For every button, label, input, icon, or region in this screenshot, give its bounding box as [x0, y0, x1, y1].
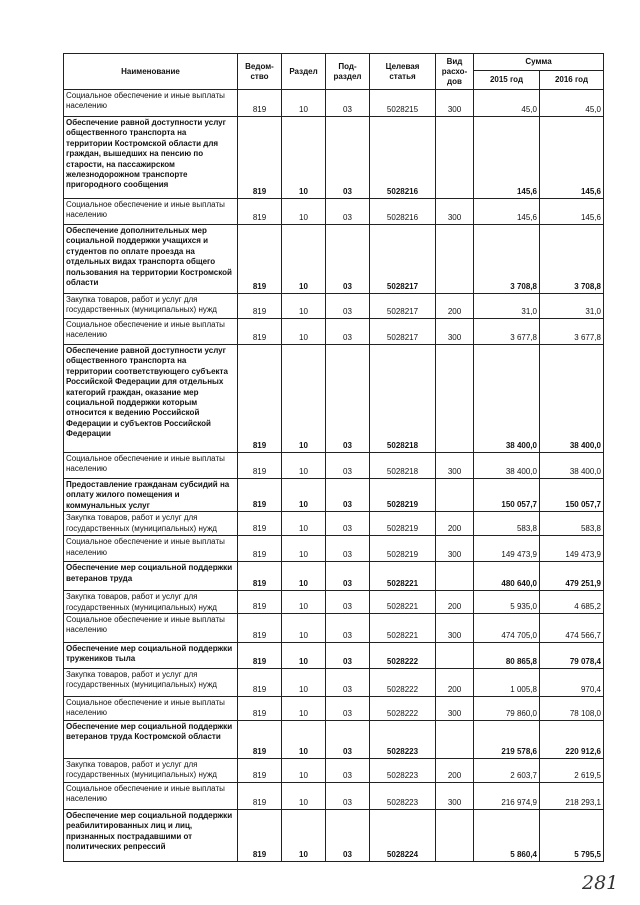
- row-podrazdel: 03: [326, 783, 370, 810]
- row-name: Социальное обеспечение и иные выплаты населению: [64, 536, 238, 562]
- row-sum-2015: 2 603,7: [474, 759, 540, 783]
- row-target: 5028217: [370, 319, 436, 345]
- row-sum-2015: 45,0: [474, 90, 540, 117]
- table-row: [64, 90, 604, 117]
- row-vedom: 819: [238, 319, 282, 345]
- row-target: 5028215: [370, 90, 436, 117]
- row-sum-2015: 150 057,7: [474, 479, 540, 512]
- row-vid: 300: [436, 536, 474, 562]
- col-header-2016: 2016 год: [540, 71, 604, 90]
- row-vedom: 819: [238, 117, 282, 199]
- row-podrazdel: 03: [326, 591, 370, 614]
- table-body: [64, 90, 604, 862]
- row-sum-2015: 149 473,9: [474, 536, 540, 562]
- row-vid: [436, 479, 474, 512]
- row-target: 5028219: [370, 536, 436, 562]
- row-vid: 300: [436, 199, 474, 225]
- row-razdel: 10: [282, 453, 326, 479]
- row-target: 5028222: [370, 697, 436, 721]
- row-sum-2016: 145,6: [540, 199, 604, 225]
- row-razdel: 10: [282, 562, 326, 591]
- row-sum-2015: 5 860,4: [474, 810, 540, 862]
- row-name: Закупка товаров, работ и услуг для государственных (муниципальных) нужд: [64, 512, 238, 536]
- row-podrazdel: 03: [326, 294, 370, 319]
- row-vedom: 819: [238, 721, 282, 759]
- row-vid: [436, 643, 474, 669]
- row-target: 5028223: [370, 759, 436, 783]
- row-vedom: 819: [238, 479, 282, 512]
- table-row: [64, 697, 604, 721]
- row-podrazdel: 03: [326, 117, 370, 199]
- col-header-podrazdel: Под- раздел: [326, 54, 370, 90]
- row-sum-2016: 3 677,8: [540, 319, 604, 345]
- row-sum-2015: 31,0: [474, 294, 540, 319]
- row-target: 5028216: [370, 199, 436, 225]
- row-sum-2016: 31,0: [540, 294, 604, 319]
- row-vid: [436, 345, 474, 453]
- row-vid: [436, 562, 474, 591]
- row-vedom: 819: [238, 225, 282, 294]
- row-sum-2015: 80 865,8: [474, 643, 540, 669]
- row-podrazdel: 03: [326, 90, 370, 117]
- row-vid: 300: [436, 614, 474, 643]
- row-vedom: 819: [238, 810, 282, 862]
- budget-page: [63, 53, 603, 862]
- row-vedom: 819: [238, 294, 282, 319]
- row-podrazdel: 03: [326, 614, 370, 643]
- table-row: [64, 810, 604, 862]
- row-sum-2015: 79 860,0: [474, 697, 540, 721]
- row-vid: 200: [436, 294, 474, 319]
- row-vedom: 819: [238, 199, 282, 225]
- row-razdel: 10: [282, 643, 326, 669]
- row-target: 5028216: [370, 117, 436, 199]
- budget-table: [63, 53, 604, 862]
- row-name: Социальное обеспечение и иные выплаты населению: [64, 319, 238, 345]
- row-podrazdel: 03: [326, 536, 370, 562]
- row-vid: 300: [436, 697, 474, 721]
- row-vid: [436, 721, 474, 759]
- row-vid: 300: [436, 90, 474, 117]
- row-sum-2016: 583,8: [540, 512, 604, 536]
- row-podrazdel: 03: [326, 453, 370, 479]
- table-row: [64, 643, 604, 669]
- row-sum-2015: 3 708,8: [474, 225, 540, 294]
- row-name: Закупка товаров, работ и услуг для государственных (муниципальных) нужд: [64, 591, 238, 614]
- row-sum-2016: 145,6: [540, 117, 604, 199]
- row-vid: 300: [436, 783, 474, 810]
- row-vedom: 819: [238, 697, 282, 721]
- row-name: Предоставление гражданам субсидий на оплату жилого помещения и коммунальных услуг: [64, 479, 238, 512]
- row-vedom: 819: [238, 562, 282, 591]
- row-sum-2015: 38 400,0: [474, 345, 540, 453]
- row-vedom: 819: [238, 512, 282, 536]
- row-razdel: 10: [282, 345, 326, 453]
- row-name: Социальное обеспечение и иные выплаты населению: [64, 199, 238, 225]
- row-razdel: 10: [282, 591, 326, 614]
- row-vedom: 819: [238, 345, 282, 453]
- table-row: [64, 512, 604, 536]
- row-name: Обеспечение дополнительных мер социальной поддержки учащихся и студентов по оплате проезда на отдельных видах транспорта общего пользования на территории Костромской области: [64, 225, 238, 294]
- row-podrazdel: 03: [326, 479, 370, 512]
- row-podrazdel: 03: [326, 643, 370, 669]
- row-vid: 200: [436, 512, 474, 536]
- row-target: 5028223: [370, 721, 436, 759]
- row-razdel: 10: [282, 783, 326, 810]
- row-vid: [436, 810, 474, 862]
- row-podrazdel: 03: [326, 669, 370, 697]
- row-target: 5028219: [370, 479, 436, 512]
- col-header-2015: 2015 год: [474, 71, 540, 90]
- table-row: [64, 669, 604, 697]
- table-row: [64, 345, 604, 453]
- table-row: [64, 319, 604, 345]
- row-vid: 200: [436, 669, 474, 697]
- row-sum-2016: 2 619,5: [540, 759, 604, 783]
- row-vedom: 819: [238, 759, 282, 783]
- row-sum-2016: 5 795,5: [540, 810, 604, 862]
- row-sum-2016: 45,0: [540, 90, 604, 117]
- row-vedom: 819: [238, 669, 282, 697]
- col-header-vid: Вид расхо- дов: [436, 54, 474, 90]
- row-target: 5028219: [370, 512, 436, 536]
- row-razdel: 10: [282, 810, 326, 862]
- row-vid: [436, 225, 474, 294]
- row-razdel: 10: [282, 759, 326, 783]
- row-sum-2015: 583,8: [474, 512, 540, 536]
- col-header-name: Наименование: [64, 54, 238, 90]
- row-vedom: 819: [238, 90, 282, 117]
- row-target: 5028218: [370, 453, 436, 479]
- table-row: [64, 479, 604, 512]
- row-name: Закупка товаров, работ и услуг для государственных (муниципальных) нужд: [64, 759, 238, 783]
- row-name: Обеспечение равной доступности услуг общественного транспорта на территории соответствующего субъекта Российской Федерации для отдельных категорий граждан, оказание мер социальной поддержки которым относится к ведению Российской Федерации и субъектов Российской Федерации: [64, 345, 238, 453]
- row-razdel: 10: [282, 319, 326, 345]
- row-name: Социальное обеспечение и иные выплаты населению: [64, 90, 238, 117]
- row-name: Социальное обеспечение и иные выплаты населению: [64, 697, 238, 721]
- row-podrazdel: 03: [326, 225, 370, 294]
- row-sum-2016: 474 566,7: [540, 614, 604, 643]
- row-sum-2016: 220 912,6: [540, 721, 604, 759]
- row-vedom: 819: [238, 643, 282, 669]
- row-podrazdel: 03: [326, 199, 370, 225]
- row-razdel: 10: [282, 614, 326, 643]
- row-name: Закупка товаров, работ и услуг для государственных (муниципальных) нужд: [64, 294, 238, 319]
- row-sum-2015: 5 935,0: [474, 591, 540, 614]
- row-razdel: 10: [282, 117, 326, 199]
- table-row: [64, 783, 604, 810]
- row-sum-2016: 218 293,1: [540, 783, 604, 810]
- row-podrazdel: 03: [326, 759, 370, 783]
- row-sum-2015: 1 005,8: [474, 669, 540, 697]
- row-sum-2015: 216 974,9: [474, 783, 540, 810]
- row-sum-2015: 145,6: [474, 199, 540, 225]
- row-podrazdel: 03: [326, 319, 370, 345]
- row-razdel: 10: [282, 512, 326, 536]
- row-sum-2016: 38 400,0: [540, 345, 604, 453]
- table-row: [64, 294, 604, 319]
- row-sum-2015: 38 400,0: [474, 453, 540, 479]
- row-target: 5028223: [370, 783, 436, 810]
- col-header-vedom: Ведом- ство: [238, 54, 282, 90]
- row-sum-2015: 480 640,0: [474, 562, 540, 591]
- row-sum-2016: 970,4: [540, 669, 604, 697]
- row-target: 5028221: [370, 562, 436, 591]
- row-name: Обеспечение равной доступности услуг общественного транспорта на территории Костромской области для граждан, вышедших на пенсию по старости, на пассажирском железнодорожном транспорте пригородного сообщения: [64, 117, 238, 199]
- table-row: [64, 614, 604, 643]
- row-target: 5028222: [370, 669, 436, 697]
- row-sum-2015: 145,6: [474, 117, 540, 199]
- row-name: Обеспечение мер социальной поддержки тружеников тыла: [64, 643, 238, 669]
- col-header-sum: Сумма: [474, 54, 604, 71]
- row-razdel: 10: [282, 479, 326, 512]
- row-target: 5028217: [370, 225, 436, 294]
- row-sum-2016: 479 251,9: [540, 562, 604, 591]
- row-vid: 300: [436, 319, 474, 345]
- row-vid: 200: [436, 759, 474, 783]
- row-vedom: 819: [238, 783, 282, 810]
- row-name: Социальное обеспечение и иные выплаты населению: [64, 453, 238, 479]
- table-row: [64, 199, 604, 225]
- row-razdel: 10: [282, 294, 326, 319]
- table-row: [64, 721, 604, 759]
- row-sum-2016: 38 400,0: [540, 453, 604, 479]
- row-target: 5028221: [370, 591, 436, 614]
- row-target: 5028218: [370, 345, 436, 453]
- row-sum-2015: 474 705,0: [474, 614, 540, 643]
- row-target: 5028221: [370, 614, 436, 643]
- row-name: Социальное обеспечение и иные выплаты населению: [64, 614, 238, 643]
- col-header-target: Целевая статья: [370, 54, 436, 90]
- col-header-razdel: Раздел: [282, 54, 326, 90]
- row-target: 5028217: [370, 294, 436, 319]
- row-razdel: 10: [282, 199, 326, 225]
- row-sum-2016: 3 708,8: [540, 225, 604, 294]
- row-sum-2016: 149 473,9: [540, 536, 604, 562]
- table-row: [64, 453, 604, 479]
- row-sum-2015: 3 677,8: [474, 319, 540, 345]
- page-number-handwritten: 281: [582, 872, 619, 894]
- row-podrazdel: 03: [326, 810, 370, 862]
- table-row: [64, 759, 604, 783]
- row-sum-2016: 150 057,7: [540, 479, 604, 512]
- row-name: Обеспечение мер социальной поддержки ветеранов труда: [64, 562, 238, 591]
- table-row: [64, 591, 604, 614]
- table-row: [64, 117, 604, 199]
- row-vedom: 819: [238, 536, 282, 562]
- row-sum-2016: 79 078,4: [540, 643, 604, 669]
- row-razdel: 10: [282, 536, 326, 562]
- row-vid: [436, 117, 474, 199]
- row-podrazdel: 03: [326, 721, 370, 759]
- row-sum-2016: 4 685,2: [540, 591, 604, 614]
- row-razdel: 10: [282, 697, 326, 721]
- row-name: Обеспечение мер социальной поддержки реабилитированных лиц и лиц, признанных пострадавшими от политических репрессий: [64, 810, 238, 862]
- row-razdel: 10: [282, 721, 326, 759]
- row-name: Обеспечение мер социальной поддержки ветеранов труда Костромской области: [64, 721, 238, 759]
- row-vedom: 819: [238, 591, 282, 614]
- row-razdel: 10: [282, 90, 326, 117]
- row-sum-2015: 219 578,6: [474, 721, 540, 759]
- row-razdel: 10: [282, 669, 326, 697]
- row-vedom: 819: [238, 453, 282, 479]
- row-podrazdel: 03: [326, 512, 370, 536]
- row-vid: 300: [436, 453, 474, 479]
- row-vid: 200: [436, 591, 474, 614]
- row-podrazdel: 03: [326, 697, 370, 721]
- table-row: [64, 536, 604, 562]
- row-podrazdel: 03: [326, 345, 370, 453]
- row-target: 5028224: [370, 810, 436, 862]
- row-name: Социальное обеспечение и иные выплаты населению: [64, 783, 238, 810]
- row-sum-2016: 78 108,0: [540, 697, 604, 721]
- row-name: Закупка товаров, работ и услуг для государственных (муниципальных) нужд: [64, 669, 238, 697]
- row-razdel: 10: [282, 225, 326, 294]
- row-vedom: 819: [238, 614, 282, 643]
- table-row: [64, 225, 604, 294]
- table-row: [64, 562, 604, 591]
- row-podrazdel: 03: [326, 562, 370, 591]
- row-target: 5028222: [370, 643, 436, 669]
